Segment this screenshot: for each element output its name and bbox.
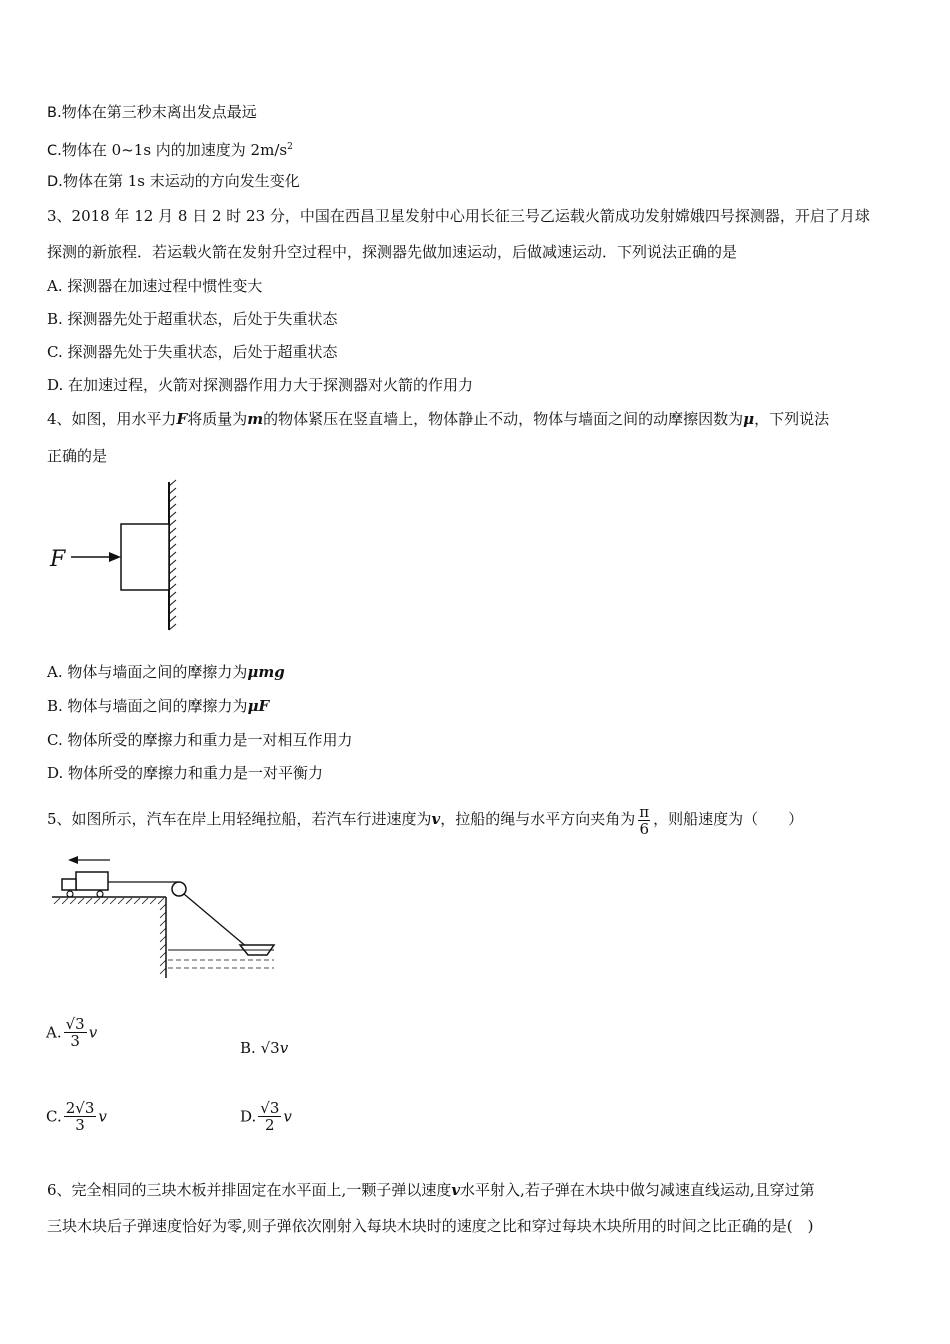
q4-option-c: C. 物体所受的摩擦力和重力是一对相互作用力 <box>47 731 353 749</box>
car-wheel-front <box>67 891 73 897</box>
ground-hatching <box>54 898 164 904</box>
cliff-hatching <box>160 904 166 974</box>
q4-option-d: D. 物体所受的摩擦力和重力是一对平衡力 <box>47 764 324 782</box>
q5-figure <box>48 852 280 982</box>
q3-option-a: A. 探测器在加速过程中惯性变大 <box>47 277 263 295</box>
q3-option-c: C. 探测器先处于失重状态，后处于超重状态 <box>47 343 338 361</box>
q3-stem-line1: 3、2018 年 12 月 8 日 2 时 23 分，中国在西昌卫星发射中心用长征三号乙运载火箭成功发射嫦娥四号探测器，开启了月球 <box>47 207 870 225</box>
wall-hatching <box>169 480 176 630</box>
car-body <box>76 872 108 890</box>
force-label: F <box>50 547 66 572</box>
q5-option-d: D. $\frac{√3}{2}$ v <box>240 1099 292 1134</box>
q4-figure <box>45 478 195 636</box>
q5-option-a: A. $\frac{√3}{3}$ v <box>46 1015 98 1050</box>
q2-option-b: B.物体在第三秒末离出发点最远 <box>47 103 257 121</box>
angle-fraction: $\frac{\pi}{6}$ <box>639 802 650 838</box>
q4-stem-line2: 正确的是 <box>47 447 108 465</box>
q5-option-c: C. $\frac{2√3}{3}$ v <box>46 1099 107 1134</box>
q3-option-b: B. 探测器先处于超重状态，后处于失重状态 <box>47 310 338 328</box>
q3-stem-line2: 探测的新旅程．若运载火箭在发射升空过程中，探测器先做加速运动，后做减速运动．下列说法正确的是 <box>47 243 738 261</box>
q6-stem-line1: 6、完全相同的三块木板并排固定在水平面上,一颗子弹以速度v水平射入,若子弹在木块中做匀减速直线运动,且穿过第 <box>47 1181 815 1199</box>
velocity-arrowhead <box>68 856 78 864</box>
q3-option-d: D. 在加速过程，火箭对探测器作用力大于探测器对火箭的作用力 <box>47 376 474 394</box>
q6-stem-line2: 三块木块后子弹速度恰好为零,则子弹依次刚射入每块木块时的速度之比和穿过每块木块所用的时间之比正确的是( ) <box>47 1217 814 1235</box>
rope-to-boat <box>184 894 248 948</box>
q4-option-b: B. 物体与墙面之间的摩擦力为μF <box>47 697 270 715</box>
q4-option-a: A. 物体与墙面之间的摩擦力为μmg <box>47 663 285 681</box>
pulley <box>172 882 186 896</box>
force-arrowhead <box>109 552 121 562</box>
q2-option-c: C.物体在 0~1s 内的加速度为 $2m/s^2$ <box>47 141 293 159</box>
car-wheel-rear <box>97 891 103 897</box>
car-hood <box>62 879 76 890</box>
q5-stem: 5、如图所示，汽车在岸上用轻绳拉船，若汽车行进速度为v，拉船的绳与水平方向夹角为 $\frac{\pi}{6}$ ，则船速度为（ ） <box>47 802 804 838</box>
q4-stem-line1: 4、如图，用水平力F将质量为m的物体紧压在竖直墙上，物体静止不动，物体与墙面之间的动摩擦因数为μ，下列说法 <box>47 410 830 428</box>
block <box>121 524 169 590</box>
q5-option-b: B. √3v <box>240 1039 289 1057</box>
q2-option-d: D.物体在第 1s 末运动的方向发生变化 <box>47 172 300 190</box>
